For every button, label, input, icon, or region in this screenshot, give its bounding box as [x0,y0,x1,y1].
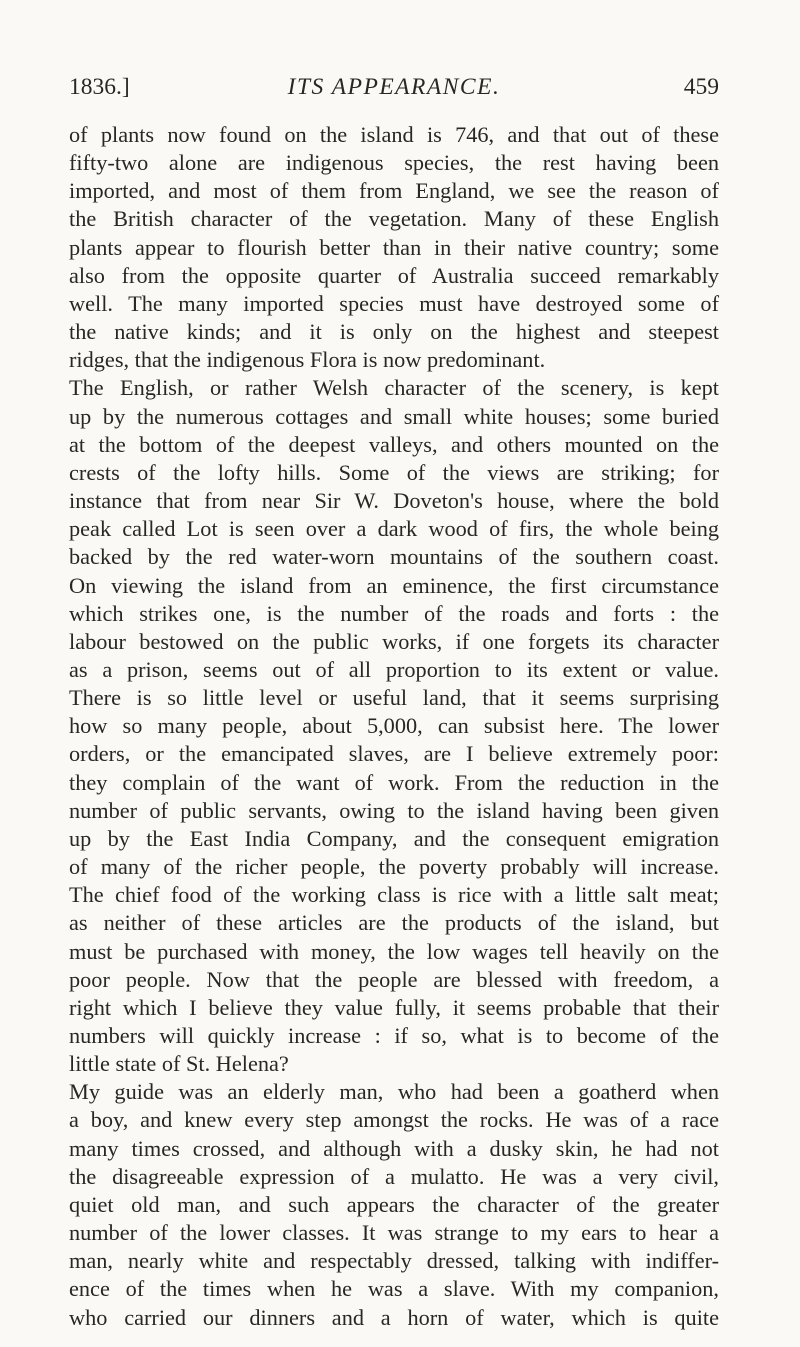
text-line: of plants now found on the island is 746, and that out of these [69,122,719,147]
text-line: up by the East India Company, and the consequent emigration [69,825,719,851]
header-title: ITS APPEARANCE. [287,74,501,100]
text-line: On viewing the island from an eminence, the first circumstance [69,572,719,598]
text-line: man, nearly white and respectably dressed, talking with indiffer- [69,1248,719,1274]
text-line: well. The many imported species must have destroyed some of [69,290,719,316]
text-line: poor people. Now that the people are blessed with freedom, a [69,966,719,992]
text-line: the British character of the vegetation. Many of these English [69,206,719,232]
text-line: as neither of these articles are the products of the island, but [69,910,719,936]
text-line: of many of the richer people, the poverty probably will increase. [69,854,719,880]
text-line: at the bottom of the deepest valleys, and others mounted on the [69,431,719,457]
text-line: the native kinds; and it is only on the highest and steepest [69,319,719,345]
text-line: fifty-two alone are indigenous species, the rest having been [69,150,719,176]
text-line: how so many people, about 5,000, can subsist here. The lower [69,713,719,739]
text-line: instance that from near Sir W. Doveton's house, where the bold [69,488,719,514]
text-line: My guide was an elderly man, who had been a goatherd when [69,1079,719,1105]
page-number: 459 [683,74,719,100]
text-line: up by the numerous cottages and small white houses; some buried [69,403,719,429]
text-line: quiet old man, and such appears the character of the greater [69,1191,719,1217]
text-line: number of the lower classes. It was strange to my ears to hear a [69,1220,719,1246]
text-line: ridges, that the indigenous Flora is now predominant. [69,347,546,373]
text-line: There is so little level or useful land, that it seems surprising [69,685,719,711]
text-line: a boy, and knew every step amongst the rocks. He was of a race [69,1107,719,1133]
text-line: labour bestowed on the public works, if one forgets its character [69,628,719,654]
text-line: The English, or rather Welsh character of the scenery, is kept [69,375,719,401]
text-line: The chief food of the working class is rice with a little salt meat; [69,882,719,908]
text-line: number of public servants, owing to the island having been given [69,797,719,823]
text-line: imported, and most of them from England, we see the reason of [69,178,719,204]
text-line: peak called Lot is seen over a dark wood of firs, the whole being [69,516,719,542]
text-line: plants appear to flourish better than in their native country; some [69,234,719,260]
text-line: also from the opposite quarter of Australia succeed remarkably [69,262,719,288]
text-line: many times crossed, and although with a dusky skin, he had not [69,1135,719,1161]
text-line: crests of the lofty hills. Some of the views are striking; for [69,459,719,485]
text-line: ence of the times when he was a slave. With my companion, [69,1276,719,1302]
text-line: they complain of the want of work. From the reduction in the [69,769,719,795]
body-text [69,121,719,1332]
text-line: little state of St. Helena? [69,1051,289,1077]
running-head [69,70,719,104]
text-line: the disagreeable expression of a mulatto. He was a very civil, [69,1163,719,1189]
text-line: who carried our dinners and a horn of water, which is quite [69,1304,719,1330]
header-year: 1836.] [69,74,130,100]
text-line: numbers will quickly increase : if so, what is to become of the [69,1023,719,1048]
text-line: as a prison, seems out of all proportion to its extent or value. [69,656,719,682]
text-line: backed by the red water-worn mountains of the southern coast. [69,544,719,570]
text-line: which strikes one, is the number of the roads and forts : the [69,600,719,626]
text-line: must be purchased with money, the low wages tell heavily on the [69,938,719,964]
text-line: right which I believe they value fully, it seems probable that their [69,994,719,1020]
text-line: orders, or the emancipated slaves, are I believe extremely poor: [69,741,719,767]
